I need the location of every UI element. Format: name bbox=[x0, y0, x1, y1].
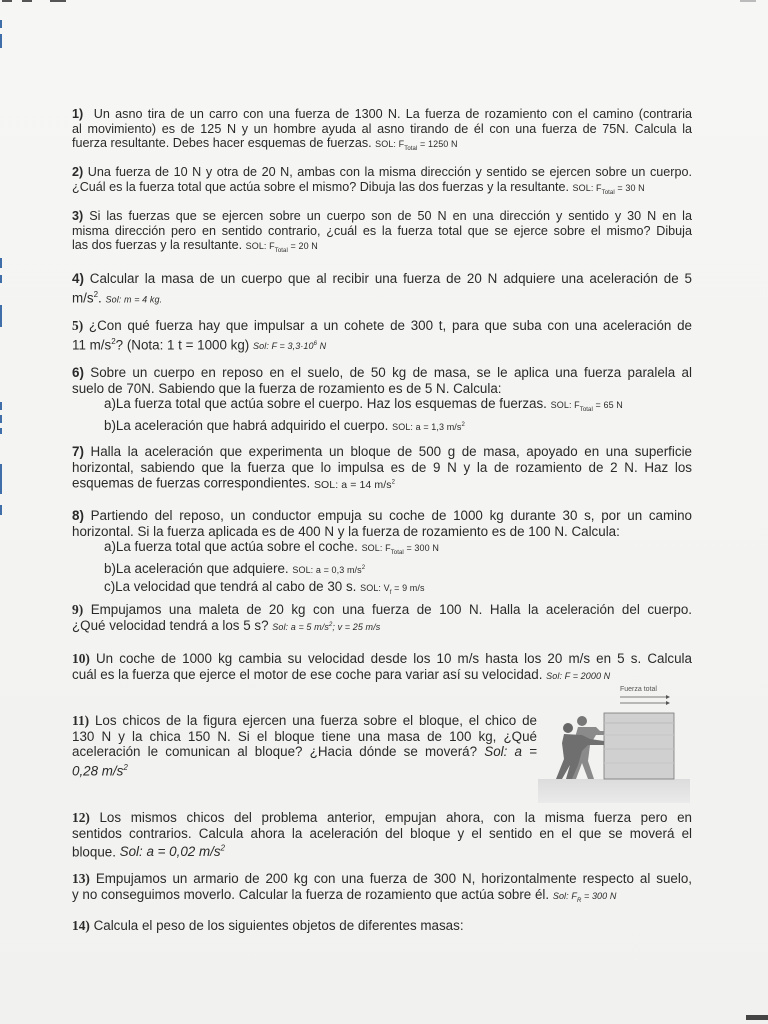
problem-6 bbox=[72, 365, 692, 436]
margin-mark bbox=[0, 258, 2, 268]
margin-mark bbox=[0, 20, 2, 28]
problem-text-line: Halla la aceleración que experimenta un bloque de 500 g de masa, apoyado en una superficie bbox=[90, 444, 692, 459]
problem-number: 8) bbox=[72, 508, 84, 523]
problem-text-line: al movimiento) es de 125 N y un hombre ayuda al asno tirando de él con una fuerza de 75N. Calcula la bbox=[72, 121, 692, 136]
solution: SOL: $F_{Total} = 30$ N bbox=[572, 182, 645, 196]
problem-3 bbox=[72, 209, 692, 259]
problem-text-line: ¿Cuál es la fuerza total que actúa sobre el mismo? Dibuja las dos fuerzas y la resultante. bbox=[72, 179, 570, 194]
problem-text-line: Calcular la masa de un cuerpo que al recibir una fuerza de 20 N adquiere una aceleración de 5 bbox=[89, 271, 692, 286]
problem-5: 5) ¿Con qué fuerza hay que impulsar a un cohete de 300 t, para que suba con una aceleración de 11 $m/s^2$? (Nota: 1 t = 1000 kg) Sol: $F = 3,3\cdot 10^6$ N bbox=[72, 318, 692, 352]
pushing-block-figure bbox=[538, 683, 690, 803]
problem-number: 2) bbox=[72, 165, 84, 179]
solution: SOL: a = 0,3 $m/s^2$ bbox=[292, 565, 366, 576]
problem-text-line: Un coche de 1000 kg cambia su velocidad desde los 10 m/s hasta los 20 m/s en 5 s. Calcula bbox=[96, 651, 692, 666]
solution: Sol: $F_R = 300$ N bbox=[552, 890, 617, 904]
problem-7: 7) Halla la aceleración que experimenta un bloque de 500 g de masa, apoyado en una superficie horizontal, sabiendo que la fuerza que lo impulsa es de 9 N y la de rozamiento de 2 N. Haz los esquemas de fuerzas correspondientes. SOL: a = 14 $m/s^2$ bbox=[72, 444, 692, 491]
sub-question-a: a)La fuerza total que actúa sobre el coche. SOL: $F_{Total} = 300$ N bbox=[104, 539, 439, 556]
problem-text-line: Partiendo del reposo, un conductor empuja su coche de 1000 kg durante 30 s, por un camino bbox=[90, 508, 692, 523]
margin-mark bbox=[0, 34, 2, 48]
solution: SOL: $F_{Total} = 300$ N bbox=[361, 543, 439, 556]
problem-number: 6) bbox=[72, 365, 84, 380]
problem-4: 4) Calcular la masa de un cuerpo que al recibir una fuerza de 20 N adquiere una aceleración de 5 $m/s^2$. Sol: m = 4 kg. bbox=[72, 271, 692, 305]
sub-question-b: b)La aceleración que habrá adquirido el cuerpo. SOL: a = 1,3 $m/s^2$ bbox=[104, 418, 465, 434]
problem-number: 11) bbox=[72, 713, 90, 728]
margin-mark bbox=[0, 305, 2, 327]
problem-number: 12) bbox=[72, 810, 90, 825]
solution: SOL: $F_{Total} = 1250$ N bbox=[375, 139, 458, 152]
figure-label: Fuerza total bbox=[620, 686, 657, 693]
problem-text-line: Calcula el peso de los siguientes objetos de diferentes masas: bbox=[93, 918, 464, 933]
problem-number: 5) bbox=[72, 318, 84, 333]
solution: Sol: a = 5 $m/s^2$; v = 25 m/s bbox=[272, 621, 381, 632]
problem-text-line: Empujamos un armario de 200 kg con una fuerza de 300 N, horizontalmente respecto al suelo, bbox=[95, 871, 692, 886]
problem-text-line: horizontal, sabiendo que la fuerza que lo impulsa es de 9 N y la de rozamiento de 2 N. Haz los bbox=[72, 459, 692, 475]
problem-text-line: ¿Con qué fuerza hay que impulsar a un cohete de 300 t, para que suba con una aceleración de bbox=[88, 318, 692, 333]
problem-text-line: Los mismos chicos del problema anterior, empujan ahora, con la misma fuerza pero en bbox=[99, 810, 692, 825]
problem-number: 3) bbox=[72, 209, 84, 223]
problem-10: 10) Un coche de 1000 kg cambia su velocidad desde los 10 m/s hasta los 20 m/s en 5 s. Calcula cuál es la fuerza que ejerce el motor de ese coche para variar así su velocidad. Sol: F = 2000 N bbox=[72, 651, 692, 682]
scan-mark-top bbox=[2, 0, 12, 2]
solution: SOL: a = 1,3 $m/s^2$ bbox=[392, 422, 465, 433]
problem-text-line: Una fuerza de 10 N y otra de 20 N, ambas con la misma dirección y sentido se ejercen sobre un cuerpo. bbox=[87, 165, 693, 179]
problem-number: 9) bbox=[72, 602, 84, 617]
margin-mark bbox=[0, 275, 2, 283]
margin-mark bbox=[0, 402, 2, 410]
problem-11: 11) Los chicos de la figura ejercen una fuerza sobre el bloque, el chico de 130 N y la chica 150 N. Si el bloque tiene una masa de 100 kg, ¿Qué aceleración le comunican al bloque? ¿Hacia dónde se moverá? Sol: a = 0,28 $m/s^2$ bbox=[72, 713, 537, 778]
problem-text-line: Los chicos de la figura ejercen una fuerza sobre el bloque, el chico de bbox=[94, 713, 537, 728]
solution: Sol: $F = 3,3\cdot 10^6$ N bbox=[253, 340, 327, 351]
margin-mark bbox=[0, 428, 2, 434]
problem-14 bbox=[72, 918, 692, 934]
problem-text-line: Un asno tira de un carro con una fuerza de 1300 N. La fuerza de rozamiento con el camino (contraria bbox=[93, 107, 692, 121]
problem-number: 7) bbox=[72, 444, 84, 459]
problem-12: 12) Los mismos chicos del problema anterior, empujan ahora, con la misma fuerza pero en sentidos contrarios. Calcula ahora la aceleración del bloque y el sentido en el que se moverá el bloque. Sol: a = 0,02 $m/s^2$ bbox=[72, 810, 692, 860]
problem-text-line: misma dirección pero en sentido contrario, ¿cuál es la fuerza total que se ejerce sobre el mismo? Dibuja bbox=[72, 223, 692, 238]
solution: SOL: $V_f = 9$ m/s bbox=[360, 582, 425, 596]
problem-number: 14) bbox=[72, 918, 90, 933]
margin-mark bbox=[0, 415, 2, 423]
problem-number: 10) bbox=[72, 651, 90, 666]
problem-9: 9) Empujamos una maleta de 20 kg con una fuerza de 100 N. Halla la aceleración del cuerpo. ¿Qué velocidad tendrá a los 5 s? Sol: a = 5 $m/s^2$; v = 25 m/s bbox=[72, 602, 692, 633]
solution: SOL: $F_{Total} = 65$ N bbox=[550, 400, 623, 413]
scan-mark-top bbox=[22, 0, 32, 2]
scan-mark-top bbox=[50, 0, 66, 2]
problem-text-line: horizontal. Si la fuerza aplicada es de 400 N y la fuerza de rozamiento es de 100 N. Calcula: bbox=[72, 523, 620, 539]
figure-illustration bbox=[538, 683, 690, 803]
sub-question-a: a)La fuerza total que actúa sobre el cuerpo. Haz los esquemas de fuerzas. SOL: $F_{Total} = 65$ N bbox=[104, 396, 623, 413]
solution: 0,28 $m/s^2$ bbox=[72, 762, 128, 778]
problem-1 bbox=[72, 107, 692, 157]
solution: SOL: $F_{Total} = 20$ N bbox=[245, 241, 318, 254]
problem-13: 13) Empujamos un armario de 200 kg con una fuerza de 300 N, horizontalmente respecto al suelo, y no conseguimos moverlo. Calcular la fuerza de rozamiento que actúa sobre él. Sol: $F_R = 300$ N bbox=[72, 871, 692, 904]
problem-text-line: sentidos contrarios. Calcula ahora la aceleración del bloque y el sentido en el que se moverá el bbox=[72, 825, 692, 841]
solution: Sol: a = 0,02 $m/s^2$ bbox=[119, 844, 225, 860]
solution: SOL: a = 14 $m/s^2$ bbox=[313, 478, 396, 491]
sub-question-c: c)La velocidad que tendrá al cabo de 30 s. SOL: $V_f = 9$ m/s bbox=[104, 578, 425, 596]
problem-text-line: fuerza resultante. Debes hacer esquemas de fuerzas. bbox=[72, 136, 372, 151]
problem-text-line: las dos fuerzas y la resultante. bbox=[72, 238, 243, 253]
solution: Sol: m = 4 kg. bbox=[105, 293, 163, 304]
problem-text-line: Sobre un cuerpo en reposo en el suelo, de 50 kg de masa, se le aplica una fuerza paralela al bbox=[90, 365, 692, 380]
sub-question-b: b)La aceleración que adquiere. SOL: a = 0,3 $m/s^2$ bbox=[104, 561, 366, 577]
problem-text-line: Si las fuerzas que se ejercen sobre un cuerpo son de 50 N en una dirección y sentido y 30 N en la bbox=[89, 209, 692, 223]
margin-mark bbox=[0, 464, 2, 494]
scan-mark-corner bbox=[746, 1015, 768, 1020]
solution: Sol: F = 2000 N bbox=[546, 670, 611, 681]
problem-2 bbox=[72, 165, 692, 200]
problem-number: 13) bbox=[72, 871, 90, 886]
problem-text-line: Empujamos una maleta de 20 kg con una fuerza de 100 N. Halla la aceleración del cuerpo. bbox=[90, 602, 692, 617]
problem-number: 1) bbox=[72, 107, 84, 121]
problem-text-line: suelo de 70N. Sabiendo que la fuerza de rozamiento es de 5 N. Calcula: bbox=[72, 380, 502, 396]
problem-8 bbox=[72, 508, 692, 601]
scan-mark-top bbox=[740, 0, 756, 2]
problem-text-line: 130 N y la chica 150 N. Si el bloque tiene una masa de 100 kg, ¿Qué bbox=[72, 728, 537, 744]
margin-mark bbox=[0, 505, 2, 515]
problem-number: 4) bbox=[72, 271, 84, 286]
